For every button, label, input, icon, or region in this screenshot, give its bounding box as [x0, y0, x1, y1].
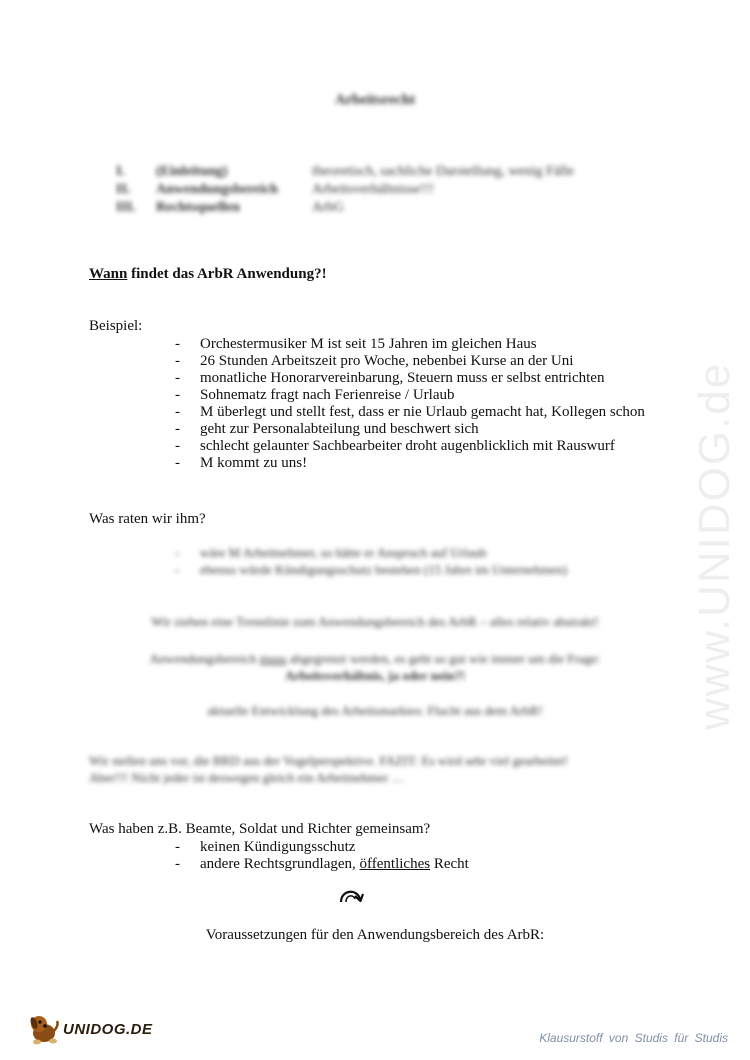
toc-label: (Einleitung): [156, 164, 228, 179]
paragraph-overview: Wir stellen uns vor, die BRD aus der Vogelperspektive. FAZIT: Es wird sehr viel gearbeitet! Aber!!! Nicht jeder ist deswegen gleich ein Arbeitnehmer …: [89, 753, 569, 785]
toc-number: II.: [116, 182, 131, 197]
toc-label: Rechtsquellen: [156, 200, 240, 215]
toc-description: ArbG: [312, 200, 344, 215]
list-item: - Orchestermusiker M ist seit 15 Jahren im gleichen Haus: [175, 336, 537, 352]
common-list: [175, 839, 469, 873]
logo-text: UNIDOG.DE: [63, 1020, 153, 1038]
toc-row: [116, 163, 612, 181]
list-item: - 26 Stunden Arbeitszeit pro Woche, nebenbei Kurse an der Uni: [175, 353, 574, 369]
advice-list: [175, 544, 567, 578]
list-item: - M kommt zu uns!: [175, 455, 308, 471]
paragraph-scope: Anwendungsbereich muss abgegrenzt werden, es geht so gut wie immer um die Frage: Arbeitsverhältnis, ja oder nein?!: [149, 651, 601, 683]
toc-row: [116, 199, 612, 217]
list-item: - keinen Kündigungsschutz: [175, 839, 356, 855]
toc-description: theoretisch, sachliche Darstellung, wenig Fälle: [312, 164, 575, 179]
question-underlined: Wann: [89, 266, 128, 282]
list-item: - ebenso würde Kündigungsschutz bestehen (15 Jahre im Unternehmen): [175, 562, 568, 577]
common-label: Was haben z.B. Beamte, Soldat und Richter gemeinsam?: [89, 821, 431, 837]
dog-icon: [25, 1011, 61, 1047]
section-question: [89, 266, 327, 283]
list-item: - geht zur Personalabteilung und beschwert sich: [175, 421, 479, 437]
question-rest: findet das ArbR Anwendung?!: [127, 266, 327, 282]
watermark: www.UNIDOG.de: [690, 361, 739, 730]
unidog-logo: [25, 1011, 153, 1047]
toc-description: Arbeitsverhältnisse!!!: [312, 182, 435, 197]
conditions-heading: Voraussetzungen für den Anwendungsbereich des ArbR:: [205, 927, 545, 943]
list-item: - monatliche Honorarvereinbarung, Steuern muss er selbst entrichten: [175, 370, 605, 386]
list-item: - Sohnematz fragt nach Ferienreise / Urlaub: [175, 387, 455, 403]
advice-label: Was raten wir ihm?: [89, 511, 206, 527]
toc-row: [116, 181, 612, 199]
toc-number: I.: [116, 164, 125, 179]
paragraph-boundary: Wir ziehen eine Trennlinie zum Anwendungsbereich des ArbR – alles relativ abstrakt!: [151, 614, 599, 629]
table-of-contents: [116, 163, 612, 217]
document-title: Arbeitsrecht: [334, 92, 416, 108]
example-label: Beispiel:: [89, 318, 143, 334]
list-item: - M überlegt und stellt fest, dass er nie Urlaub gemacht hat, Kollegen schon: [175, 404, 645, 420]
toc-label: Anwendungsbereich: [156, 182, 278, 197]
list-item: - andere Rechtsgrundlagen, öffentliches Recht: [175, 856, 469, 872]
paragraph-trend: aktuelle Entwicklung des Arbeitsmarktes: Flucht aus dem ArbR!: [207, 703, 543, 718]
toc-number: III.: [116, 200, 136, 215]
curved-arrow-icon: [337, 886, 365, 904]
list-item: - wäre M Arbeitnehmer, so hätte er Anspruch auf Urlaub: [175, 545, 487, 560]
example-list: [175, 336, 645, 472]
list-item: - schlecht gelaunter Sachbearbeiter droht augenblicklich mit Rauswurf: [175, 438, 615, 454]
footer-slogan: Klausurstoff von Studis für Studis: [539, 1031, 728, 1045]
